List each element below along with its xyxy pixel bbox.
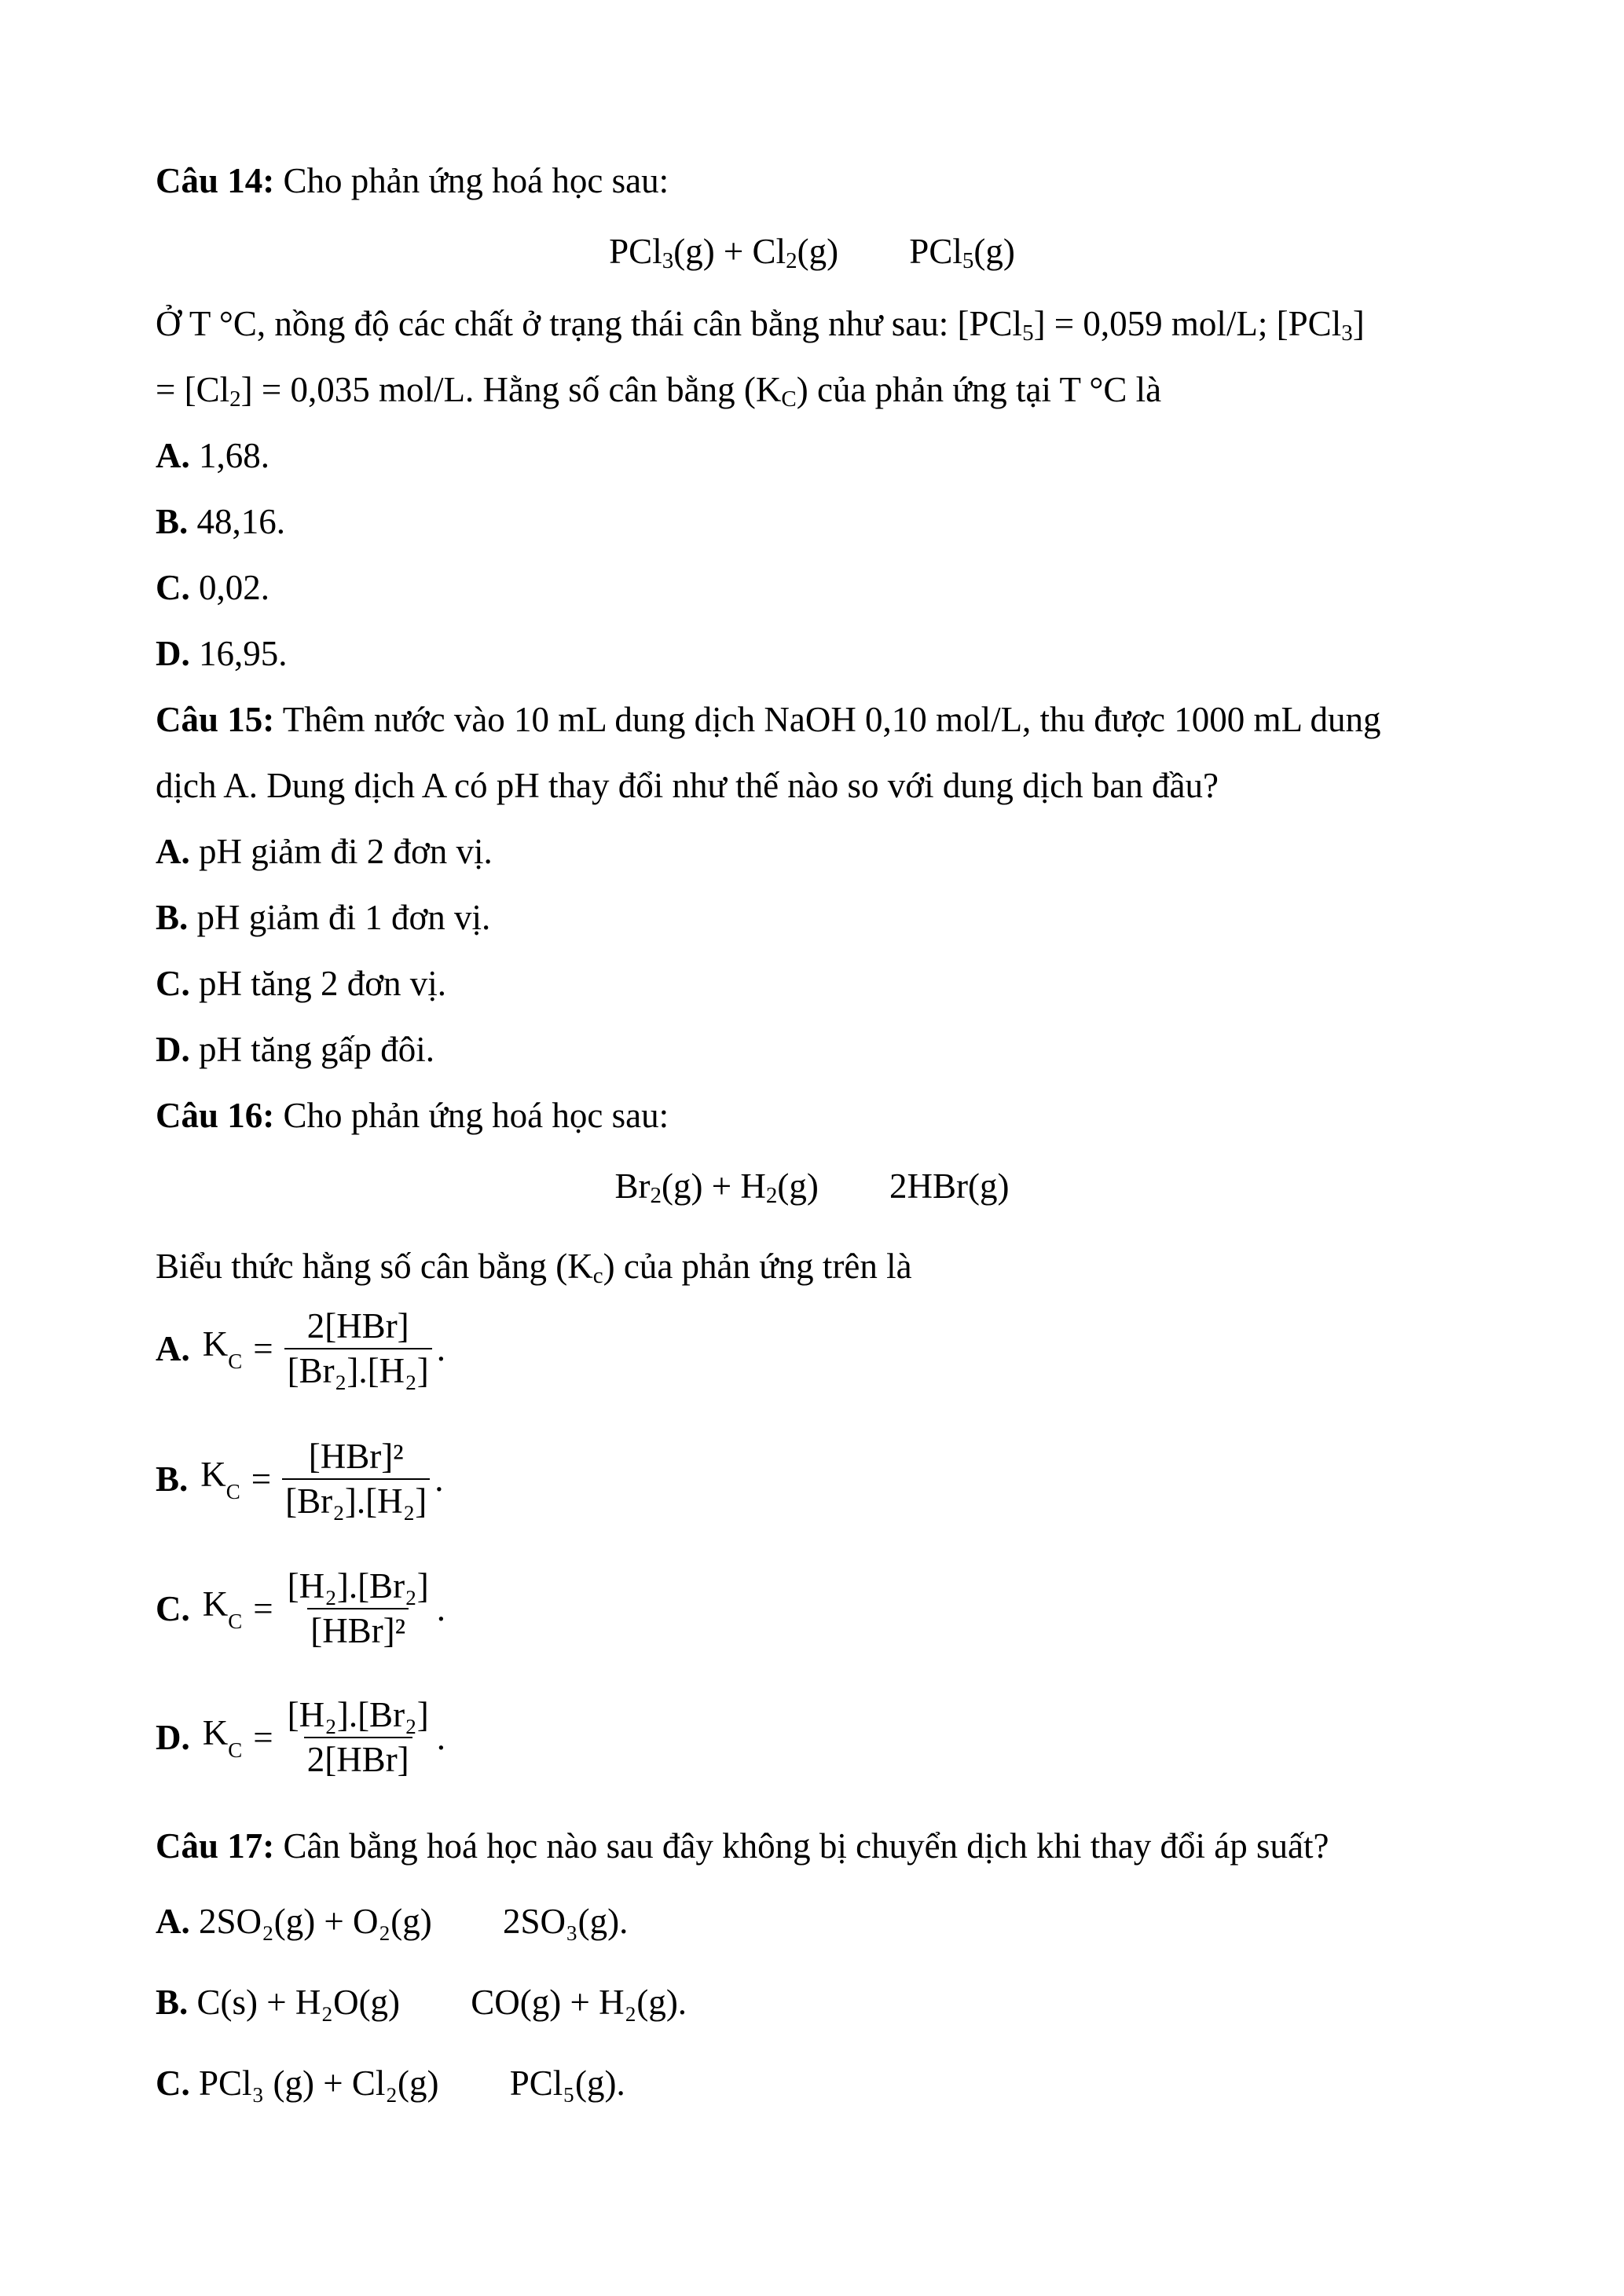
q14-eq-left: PCl (609, 232, 662, 271)
kc-sub: C (228, 1349, 243, 1374)
q14-desc2-subc: C (781, 386, 797, 412)
q14-option-d (156, 636, 288, 672)
kc-sub: C (225, 1480, 240, 1504)
q14-desc2-b: ] = 0,035 mol/L. Hằng số cân bằng (K (240, 370, 782, 409)
kc-sub: C (228, 1738, 243, 1763)
option-letter: B. (156, 1459, 189, 1500)
fraction (284, 1697, 432, 1779)
q14-eq-mid: (g) + Cl (673, 232, 786, 271)
option-letter: B. (156, 898, 189, 937)
q14-option-b (156, 504, 285, 540)
option-reactants: 2SO₂(g) + O₂(g) (189, 1902, 432, 1941)
fraction (284, 1308, 432, 1390)
fraction-numerator: [H₂].[Br₂] (287, 1566, 429, 1606)
q14-desc2-a: = [Cl (156, 370, 230, 409)
option-letter: B. (156, 502, 189, 541)
fraction-denominator: [Br₂].[H₂] (284, 1348, 432, 1390)
period: . (436, 1329, 445, 1369)
kc-sub: C (228, 1609, 243, 1634)
q17-label: Câu 17: (156, 1826, 275, 1866)
q14-desc1-c: ] (1352, 304, 1365, 343)
q14-eq-mid-sub: 2 (786, 248, 797, 273)
q14-stem: Cho phản ứng hoá học sau: (274, 161, 669, 200)
fraction-numerator: 2[HBr] (306, 1306, 409, 1346)
kc-k: K (202, 1713, 229, 1753)
q14-eq-left-sub: 3 (662, 248, 674, 273)
q16-label: Câu 16: (156, 1096, 275, 1135)
q16-stem: Cho phản ứng hoá học sau: (274, 1096, 669, 1135)
q14-desc1-a: Ở T °C, nồng độ các chất ở trạng thái cân bằng như sau: [PCl (156, 304, 1023, 343)
option-text: pH tăng gấp đôi. (189, 1030, 434, 1069)
q14-option-a (156, 438, 269, 474)
option-letter: D. (156, 634, 190, 673)
q15-option-b (156, 900, 490, 936)
q14-desc2-sub: 2 (229, 386, 241, 412)
q16-option-c (156, 1568, 445, 1650)
option-products: CO(g) + H₂(g). (471, 1983, 687, 2022)
option-letter: C. (156, 568, 190, 607)
q16-eq-c: (g) (777, 1166, 819, 1206)
option-products: PCl₅(g). (509, 2063, 625, 2103)
equilibrium-arrow-icon: 󰇍󰇌 (439, 1905, 486, 1940)
option-text: 0,02. (189, 568, 269, 607)
equals-sign: = (253, 1329, 273, 1369)
q16-option-b (156, 1438, 444, 1521)
kc-k: K (202, 1584, 229, 1624)
q15-stem2: dịch A. Dung dịch A có pH thay đổi như thế nào so với dung dịch ban đầu? (156, 766, 1219, 805)
period: . (434, 1459, 444, 1500)
q16-stem-line (156, 1098, 669, 1133)
option-letter: A. (156, 1329, 190, 1369)
q14-desc1-sub2: 3 (1341, 320, 1353, 346)
fraction-denominator: [HBr]² (307, 1608, 409, 1650)
q17-option-b (156, 1985, 687, 2020)
option-letter: D. (156, 1718, 190, 1758)
q16-expr-line (156, 1249, 912, 1287)
option-text: pH giảm đi 2 đơn vị. (189, 832, 493, 871)
q17-option-a (156, 1904, 628, 1939)
option-letter: C. (156, 2063, 190, 2103)
q16-eq-a-sub: 2 (650, 1183, 662, 1208)
q14-label: Câu 14: (156, 161, 275, 200)
equals-sign: = (253, 1589, 273, 1629)
equals-sign: = (251, 1459, 272, 1500)
q16-option-a (156, 1308, 445, 1390)
q14-eq-right-sub: 5 (962, 248, 974, 273)
period: . (436, 1718, 445, 1758)
q15-option-d (156, 1032, 434, 1067)
q16-expr-a: Biểu thức hằng số cân bằng (K (156, 1247, 593, 1286)
q16-expr-sub: c (592, 1263, 603, 1288)
option-letter: A. (156, 832, 190, 871)
option-text: 48,16. (188, 502, 286, 541)
q16-eq-b-sub: 2 (765, 1183, 778, 1208)
option-text: 16,95. (189, 634, 288, 673)
q17-stem-line (156, 1826, 1329, 1866)
q15-stem-line1 (156, 702, 1381, 738)
q14-eq-mid-end: (g) (797, 232, 839, 271)
q16-eq-b: (g) + H (661, 1166, 766, 1206)
q14-eq-right: PCl (909, 232, 962, 271)
q14-desc-line2 (156, 372, 1161, 411)
option-letter: A. (156, 436, 190, 475)
kc-k: K (202, 1324, 229, 1364)
fraction (284, 1568, 432, 1650)
q17-option-c (156, 2063, 625, 2103)
fraction (282, 1438, 430, 1521)
q14-eq-right-end: (g) (973, 232, 1015, 271)
kc-symbol (203, 1584, 243, 1634)
q17-stem: Cân bằng hoá học nào sau đây không bị chuyển dịch khi thay đổi áp suất? (274, 1826, 1329, 1866)
option-letter: B. (156, 1983, 189, 2022)
option-reactants: PCl₃ (g) + Cl₂(g) (189, 2063, 439, 2103)
option-letter: D. (156, 1030, 190, 1069)
equilibrium-arrow-icon: 󰇍󰇌 (846, 235, 893, 270)
q15-option-c (156, 966, 446, 1002)
q16-eq-right: 2HBr(g) (889, 1166, 1010, 1206)
q16-expr-b: ) của phản ứng trên là (603, 1247, 912, 1286)
equilibrium-arrow-icon: 󰇍󰇌 (826, 1170, 873, 1205)
fraction-denominator: [Br₂].[H₂] (282, 1478, 430, 1520)
equals-sign: = (253, 1718, 273, 1758)
period: . (436, 1589, 445, 1629)
equilibrium-arrow-icon: 󰇍󰇌 (408, 1986, 454, 2021)
fraction-numerator: [HBr]² (308, 1437, 404, 1476)
q14-desc2-c: ) của phản ứng tại T °C là (796, 370, 1162, 409)
fraction-denominator: 2[HBr] (304, 1737, 412, 1778)
option-letter: C. (156, 964, 190, 1003)
q14-option-c (156, 570, 269, 606)
kc-symbol (200, 1454, 240, 1504)
option-letter: A. (156, 1902, 190, 1941)
kc-k: K (200, 1455, 226, 1495)
q16-eq-a: Br (614, 1166, 651, 1206)
option-letter: C. (156, 1589, 190, 1629)
q14-desc1-sub1: 5 (1022, 320, 1034, 346)
q14-desc1-b: ] = 0,059 mol/L; [PCl (1033, 304, 1342, 343)
q15-stem-line2 (156, 768, 1219, 804)
fraction-numerator: [H₂].[Br₂] (287, 1695, 429, 1734)
option-reactants: C(s) + H₂O(g) (188, 1983, 401, 2022)
q16-option-d (156, 1697, 445, 1779)
q14-equation (0, 234, 1624, 273)
option-products: 2SO₃(g). (502, 1902, 629, 1941)
option-text: pH tăng 2 đơn vị. (189, 964, 447, 1003)
option-text: pH giảm đi 1 đơn vị. (188, 898, 491, 937)
option-text: 1,68. (189, 436, 269, 475)
q16-equation (0, 1166, 1624, 1208)
q14-stem-line (156, 163, 669, 199)
q14-desc-line1 (156, 306, 1365, 345)
q15-stem1: Thêm nước vào 10 mL dung dịch NaOH 0,10 mol/L, thu được 1000 mL dung (274, 700, 1381, 739)
q15-option-a (156, 834, 493, 870)
kc-symbol (203, 1712, 243, 1763)
kc-symbol (203, 1324, 243, 1374)
q15-label: Câu 15: (156, 700, 275, 739)
equilibrium-arrow-icon: 󰇍󰇌 (446, 2067, 493, 2102)
